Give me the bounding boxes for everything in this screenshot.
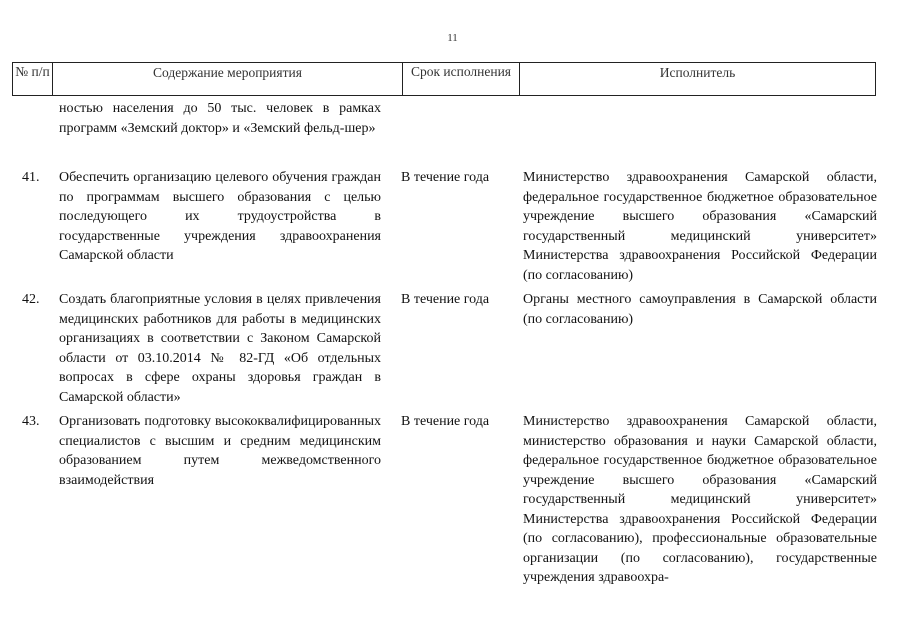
row-term: В течение года <box>401 170 490 185</box>
row-content: Обеспечить организацию целевого обучения граждан по программам высшего образования с целью последующего их трудоустройства в государственные учреждения здравоохранения Самарской области <box>59 170 381 263</box>
continued-text: ностью населения до 50 тыс. человек в рамках программ «Земский доктор» и «Земский фельд-шер» <box>59 101 381 136</box>
row-number: 41. <box>22 170 40 185</box>
page-number: 11 <box>447 32 458 44</box>
row-number: 43. <box>22 414 40 429</box>
row-content: Создать благоприятные условия в целях привлечения медицинских работников для работы в медицинских организациях в соответствии с Законом Самарской области от 03.10.2014 № 82-ГД «Об отдельных вопросах в сфере охраны здоровья граждан в Самарской области» <box>59 292 381 405</box>
row-content: Организовать подготовку высококвалифицированных специалистов с высшим и средним медицинским образованием путем межведомственного взаимодействия <box>59 414 381 488</box>
row-executor: Министерство здравоохранения Самарской области, министерство образования и науки Самарской области, федеральное государственное бюджетное образовательное учреждение высшего образования «Самарский государственный медицинский университет» Министерства здравоохранения Российской Федерации (по согласованию), профессиональные образовательные организации (по согласованию), государственные учреждения здравоохра- <box>523 414 877 585</box>
row-number: 42. <box>22 292 40 307</box>
row-term: В течение года <box>401 414 490 429</box>
header-term: Срок исполнения <box>403 63 520 95</box>
table-header <box>12 62 876 96</box>
row-term: В течение года <box>401 292 490 307</box>
header-content: Содержание мероприятия <box>53 63 403 95</box>
header-num: № п/п <box>13 63 53 95</box>
header-executor: Исполнитель <box>659 65 736 80</box>
row-executor: Министерство здравоохранения Самарской области, федеральное государственное бюджетное образовательное учреждение высшего образования «Самарский государственный медицинский университет» Министерства здравоохранения Российской Федерации (по согласованию) <box>523 170 877 283</box>
row-executor: Органы местного самоуправления в Самарской области (по согласованию) <box>523 292 877 327</box>
